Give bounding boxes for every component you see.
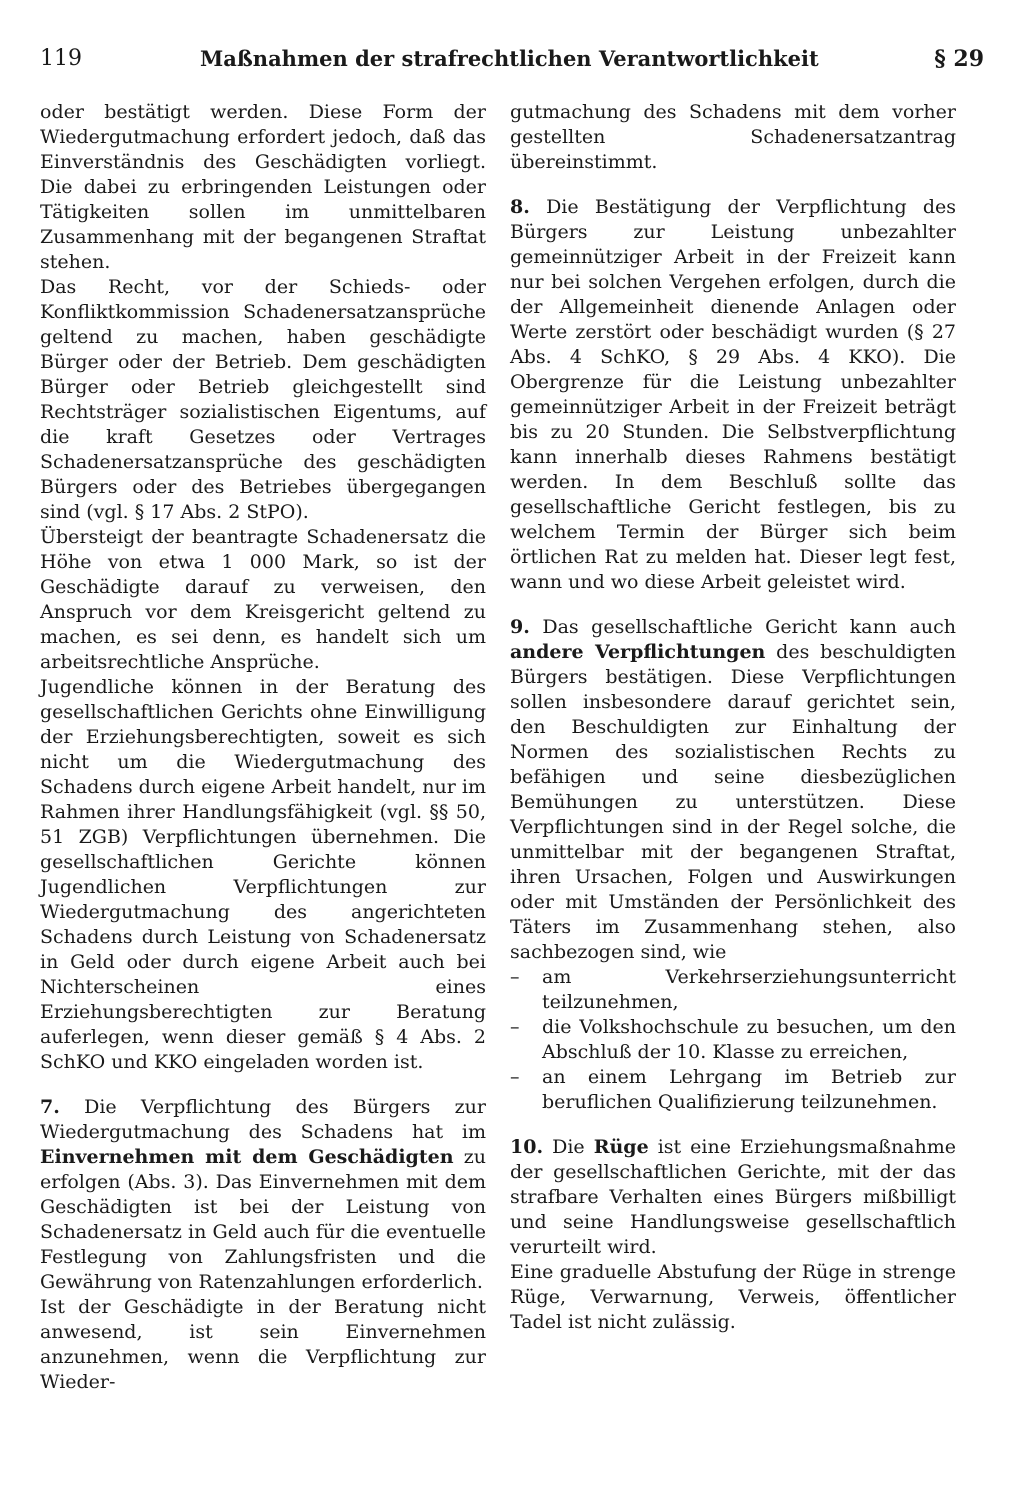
running-header [40, 46, 984, 82]
page-number: 119 [40, 46, 82, 71]
emphasis-text: Rüge [593, 1136, 649, 1158]
dash-marker: – [510, 966, 520, 988]
paragraph-7 [40, 1095, 486, 1295]
paragraph-limit: Übersteigt der beantragte Schadenersatz die Höhe von etwa 1 000 Mark, so ist der Geschädigte darauf zu verweisen, den Anspruch vor dem Kreisgericht geltend zu machen, es sei denn, es handelt sich um arbeitsrechtliche Ansprüche. [40, 526, 486, 673]
list-item [510, 1065, 956, 1115]
item-number: 8. [510, 196, 530, 218]
paragraph-text: Das gesellschaftliche Gericht kann auch [542, 616, 956, 638]
emphasis-text: Einvernehmen mit dem Geschädigten [40, 1146, 454, 1168]
paragraph-absent: Ist der Geschädigte in der Beratung nicht anwesend, ist sein Einvernehmen anzunehmen, wenn die Verpflichtung zur Wieder- [40, 1296, 486, 1393]
emphasis-text: andere Verpflichtungen [510, 641, 766, 663]
paragraph-continued: oder bestätigt werden. Diese Form der Wiedergutmachung erfordert jedoch, daß das Einverständnis des Geschädigten vorliegt. Die dabei zu erbringenden Leistungen oder Tätigkeiten sollen im unmittelbaren Zusammenhang mit der begangenen Straftat stehen. [40, 101, 486, 273]
paragraph-text: Die Verpflichtung des Bürgers zur Wiedergutmachung des Schadens hat im [40, 1096, 486, 1143]
section-number: § 29 [934, 46, 984, 72]
paragraph-continued: gutmachung des Schadens mit dem vorher gestellten Schadenersatzantrag übereinstimmt. [510, 101, 956, 173]
right-column [510, 100, 956, 1335]
paragraph-text: zu erfolgen (Abs. 3). Das Einvernehmen mit dem Geschädigten ist bei der Leistung von Schadenersatz in Geld auch für die eventuelle Festlegung von Zahlungsfristen und die Gewährung von Ratenzahlungen erforderlich. [40, 1146, 487, 1293]
paragraph-claims: Das Recht, vor der Schieds- oder Konfliktkommission Schadenersatzansprüche geltend zu machen, haben geschädigte Bürger oder der Betrieb. Dem geschädigten Bürger oder Betrieb gleichgestellt sind Rechtsträger sozialistischen Eigentums, auf die kraft Gesetzes oder Vertrages Schadenersatzansprüche des geschädigten Bürgers oder des Betriebes übergegangen sind (vgl. § 17 Abs. 2 StPO). [40, 276, 486, 523]
item-number: 10. [510, 1136, 544, 1158]
item-number: 7. [40, 1096, 60, 1118]
paragraph-10 [510, 1135, 956, 1260]
paragraph-gradation: Eine graduelle Abstufung der Rüge in strenge Rüge, Verwarnung, Verweis, öffentlicher Tadel ist nicht zulässig. [510, 1261, 956, 1333]
paragraph-text: ist eine Erziehungsmaßnahme der gesellschaftlichen Gerichte, mit der das strafbare Verhalten eines Bürgers mißbilligt und seine Handlungsweise gesellschaftlich verurteilt wird. [510, 1136, 957, 1258]
paragraph-text: Die [552, 1136, 585, 1158]
paragraph-text: des beschuldigten Bürgers bestätigen. Diese Verpflichtungen sollen insbesondere darauf gerichtet sein, den Beschuldigten zur Einhaltung der Normen des sozialistischen Rechts zu befähigen und seine diesbezüglichen Bemühungen zu unterstützen. Diese Verpflichtungen sind in der Regel solche, die unmittelbar mit der begangenen Straftat, ihren Ursachen, Folgen und Auswirkungen oder mit Umständen der Persönlichkeit des Täters im Zusammenhang stehen, also sachbezogen sind, wie [510, 641, 956, 963]
left-column [40, 100, 486, 1395]
dash-marker: – [510, 1016, 520, 1038]
dash-marker: – [510, 1066, 520, 1088]
paragraph-8 [510, 195, 956, 595]
list-item-text: die Volkshochschule zu besuchen, um den Abschluß der 10. Klasse zu erreichen, [542, 1016, 956, 1063]
list-item-text: am Verkehrserziehungsunterricht teilzunehmen, [542, 966, 956, 1013]
running-title: Maßnahmen der strafrechtlichen Verantwortlichkeit [200, 46, 819, 71]
paragraph-9 [510, 615, 956, 965]
list-item-text: an einem Lehrgang im Betrieb zur beruflichen Qualifizierung teilzunehmen. [542, 1066, 956, 1113]
paragraph-juveniles: Jugendliche können in der Beratung des gesellschaftlichen Gerichts ohne Einwilligung der Erziehungsberechtigten, soweit es sich nicht um die Wiedergutmachung des Schadens durch eigene Arbeit handelt, nur im Rahmen ihrer Handlungsfähigkeit (vgl. §§ 50, 51 ZGB) Verpflichtungen übernehmen. Die gesellschaftlichen Gerichte können Jugendlichen Verpflichtungen zur Wiedergutmachung des angerichteten Schadens durch Leistung von Schadenersatz in Geld oder durch eigene Arbeit auch bei Nichterscheinen eines Erziehungsberechtigten zur Beratung auferlegen, wenn dieser gemäß § 4 Abs. 2 SchKO und KKO eingeladen worden ist. [40, 676, 486, 1073]
paragraph-text: Die Bestätigung der Verpflichtung des Bürgers zur Leistung unbezahlter gemeinnütziger Arbeit in der Freizeit kann nur bei solchen Vergehen erfolgen, durch die der Allgemeinheit dienende Anlagen oder Werte zerstört oder beschädigt wurden (§ 27 Abs. 4 SchKO, § 29 Abs. 4 KKO). Die Obergrenze für die Leistung unbezahlter gemeinnütziger Arbeit in der Freizeit beträgt bis zu 20 Stunden. Die Selbstverpflichtung kann innerhalb dieses Rahmens bestätigt werden. In dem Beschluß sollte das gesellschaftliche Gericht festlegen, bis zu welchem Termin der Bürger sich beim örtlichen Rat zu melden hat. Dieser legt fest, wann und wo diese Arbeit geleistet wird. [510, 196, 956, 593]
item-number: 9. [510, 616, 530, 638]
list-item [510, 1015, 956, 1065]
list-item [510, 965, 956, 1015]
obligation-list [510, 965, 956, 1115]
